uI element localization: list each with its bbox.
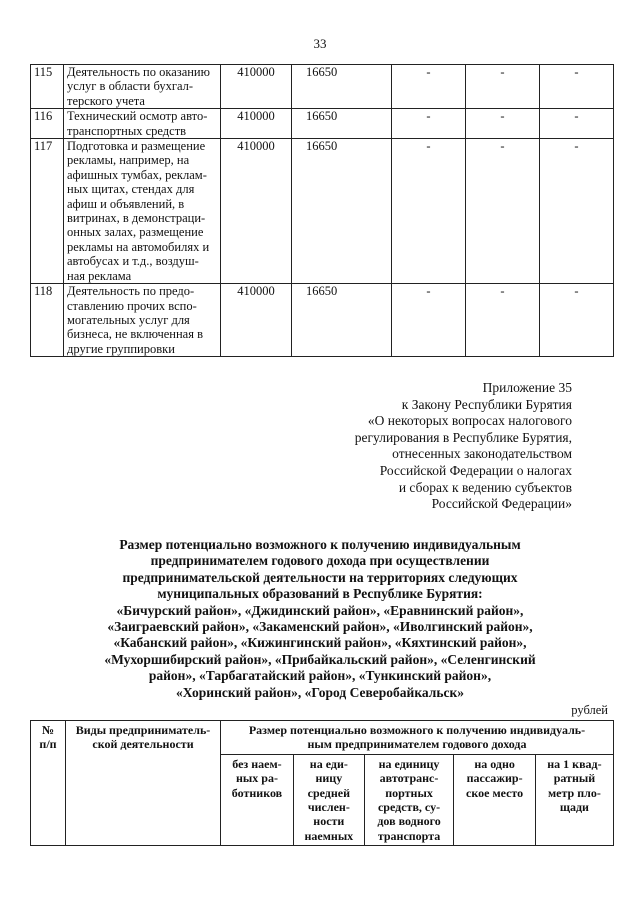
text-line: средней: [307, 785, 351, 800]
header-number: [31, 721, 66, 846]
text-line: Виды предприниматель-: [75, 723, 211, 737]
text-line: могательных услуг для: [67, 312, 190, 327]
units-label: рублей: [571, 703, 608, 717]
text-line: афиш и объявлений, в: [67, 196, 185, 211]
table-row: [31, 284, 614, 357]
text-line: «Бичурский район», «Джидинский район», «Еравнинский район»,: [116, 602, 524, 618]
text-line: регулирования в Республике Бурятия,: [354, 429, 572, 445]
text-line: и сборах к ведению субъектов: [398, 479, 572, 495]
income-value: 410000: [221, 139, 292, 284]
text-line: числен-: [307, 800, 350, 815]
text-line: без наем-: [232, 756, 282, 771]
text-line: ности: [313, 814, 345, 829]
text-line: средств, су-: [377, 800, 441, 815]
text-line: Деятельность по оказанию: [67, 65, 210, 79]
empty-value: -: [540, 109, 614, 139]
appendix-reference: [252, 380, 572, 513]
empty-value: -: [392, 139, 466, 284]
text-line: витринах, в демонстраци-: [67, 211, 206, 226]
empty-value: -: [392, 65, 466, 109]
text-line: «Заиграевский район», «Закаменский район», «Иволгинский район»,: [107, 619, 533, 635]
text-line: предпринимательской деятельности на территориях следующих: [122, 569, 518, 585]
row-number: 117: [31, 139, 64, 284]
text-line: портных: [385, 785, 433, 800]
text-line: «О некоторых вопросах налогового: [367, 413, 572, 429]
table-row: [31, 139, 614, 284]
text-line: предпринимателем годового дохода при осуществлении: [150, 553, 490, 569]
text-line: афишных тумбах, реклам-: [67, 167, 207, 182]
text-line: ское место: [466, 785, 524, 800]
text-line: Размер потенциально возможного к получению индивидуальным: [119, 537, 521, 552]
text-line: ных щитах, стендах для: [67, 182, 195, 197]
text-line: ным предпринимателем годового дохода: [307, 737, 527, 752]
table-row: [31, 109, 614, 139]
text-line: Подготовка и размещение: [67, 139, 206, 154]
page-number: 33: [313, 36, 327, 51]
empty-value: -: [466, 284, 540, 357]
activity-name: [64, 65, 221, 109]
header-subcolumn: [535, 754, 613, 845]
empty-value: -: [540, 284, 614, 357]
text-line: «Хоринский район», «Город Северобайкальск»: [175, 684, 465, 700]
text-line: ратный: [553, 771, 596, 786]
text-line: рекламы на автомобилях и: [67, 239, 210, 254]
text-line: №: [41, 723, 55, 737]
text-line: метр пло-: [548, 785, 601, 800]
text-line: на 1 квад-: [547, 756, 602, 771]
text-line: транспортных средств: [67, 123, 187, 138]
text-line: терского учета: [67, 93, 145, 108]
text-line: п/п: [39, 737, 57, 752]
activity-name: [64, 139, 221, 284]
text-line: пассажир-: [466, 771, 523, 786]
text-line: услуг в области бухгал-: [67, 79, 194, 94]
income-value: 16650: [292, 109, 392, 139]
text-line: другие группировки: [67, 341, 175, 356]
text-line: ставлению прочих вспо-: [67, 298, 197, 313]
empty-value: -: [466, 139, 540, 284]
text-line: на единицу: [378, 756, 440, 771]
activity-income-table: [30, 64, 614, 357]
text-line: ницу: [315, 771, 343, 786]
empty-value: -: [466, 65, 540, 109]
text-line: муниципальных образований в Республике Бурятия:: [157, 586, 483, 602]
text-line: Приложение 35: [482, 380, 572, 395]
row-number: 116: [31, 109, 64, 139]
text-line: рекламы, например, на: [67, 153, 190, 168]
text-line: «Кабанский район», «Кижингинский район», «Кяхтинский район»,: [113, 635, 527, 651]
income-value: 16650: [292, 139, 392, 284]
text-line: наемных: [304, 828, 354, 843]
header-subcolumn: [454, 754, 536, 845]
header-activity: [66, 721, 221, 846]
text-line: ная реклама: [67, 268, 132, 283]
text-line: на одно: [474, 756, 515, 771]
text-line: Размер потенциально возможного к получению индивидуаль-: [248, 723, 586, 737]
text-line: ботников: [231, 785, 283, 800]
empty-value: -: [540, 139, 614, 284]
row-number: 118: [31, 284, 64, 357]
row-number: 115: [31, 65, 64, 109]
text-line: дов водного: [377, 814, 441, 829]
header-subcolumn: [221, 754, 294, 845]
empty-value: -: [466, 109, 540, 139]
income-value: 410000: [221, 109, 292, 139]
income-value: 16650: [292, 65, 392, 109]
header-subcolumn: [293, 754, 364, 845]
text-line: к Закону Республики Бурятия: [401, 396, 572, 412]
empty-value: -: [392, 109, 466, 139]
income-value: 410000: [221, 284, 292, 357]
text-line: район», «Тарбагатайский район», «Тункинский район»,: [148, 668, 492, 684]
section-heading: [60, 537, 580, 701]
empty-value: -: [392, 284, 466, 357]
text-line: Деятельность по предо-: [67, 284, 195, 299]
text-line: Технический осмотр авто-: [67, 109, 208, 124]
text-line: бизнеса, не включенная в: [67, 327, 204, 342]
text-line: на еди-: [309, 756, 348, 771]
table-row: [31, 65, 614, 109]
income-header-table: [30, 720, 614, 846]
text-line: отнесенных законодательством: [392, 446, 572, 462]
text-line: Российской Федерации»: [431, 496, 572, 512]
header-subcolumn: [364, 754, 454, 845]
empty-value: -: [540, 65, 614, 109]
text-line: «Мухоршибирский район», «Прибайкальский район», «Селенгинский: [104, 651, 536, 667]
text-line: ных ра-: [235, 771, 278, 786]
text-line: онных залах, размещение: [67, 225, 204, 240]
header-income-group: [221, 721, 614, 755]
activity-name: [64, 109, 221, 139]
text-line: щади: [559, 800, 589, 815]
text-line: транспорта: [377, 828, 441, 843]
text-line: ской деятельности: [92, 737, 194, 752]
income-value: 410000: [221, 65, 292, 109]
activity-name: [64, 284, 221, 357]
text-line: автобусах и т.д., воздуш-: [67, 254, 199, 269]
text-line: автотранс-: [379, 771, 439, 786]
income-value: 16650: [292, 284, 392, 357]
text-line: Российской Федерации о налогах: [379, 462, 572, 478]
